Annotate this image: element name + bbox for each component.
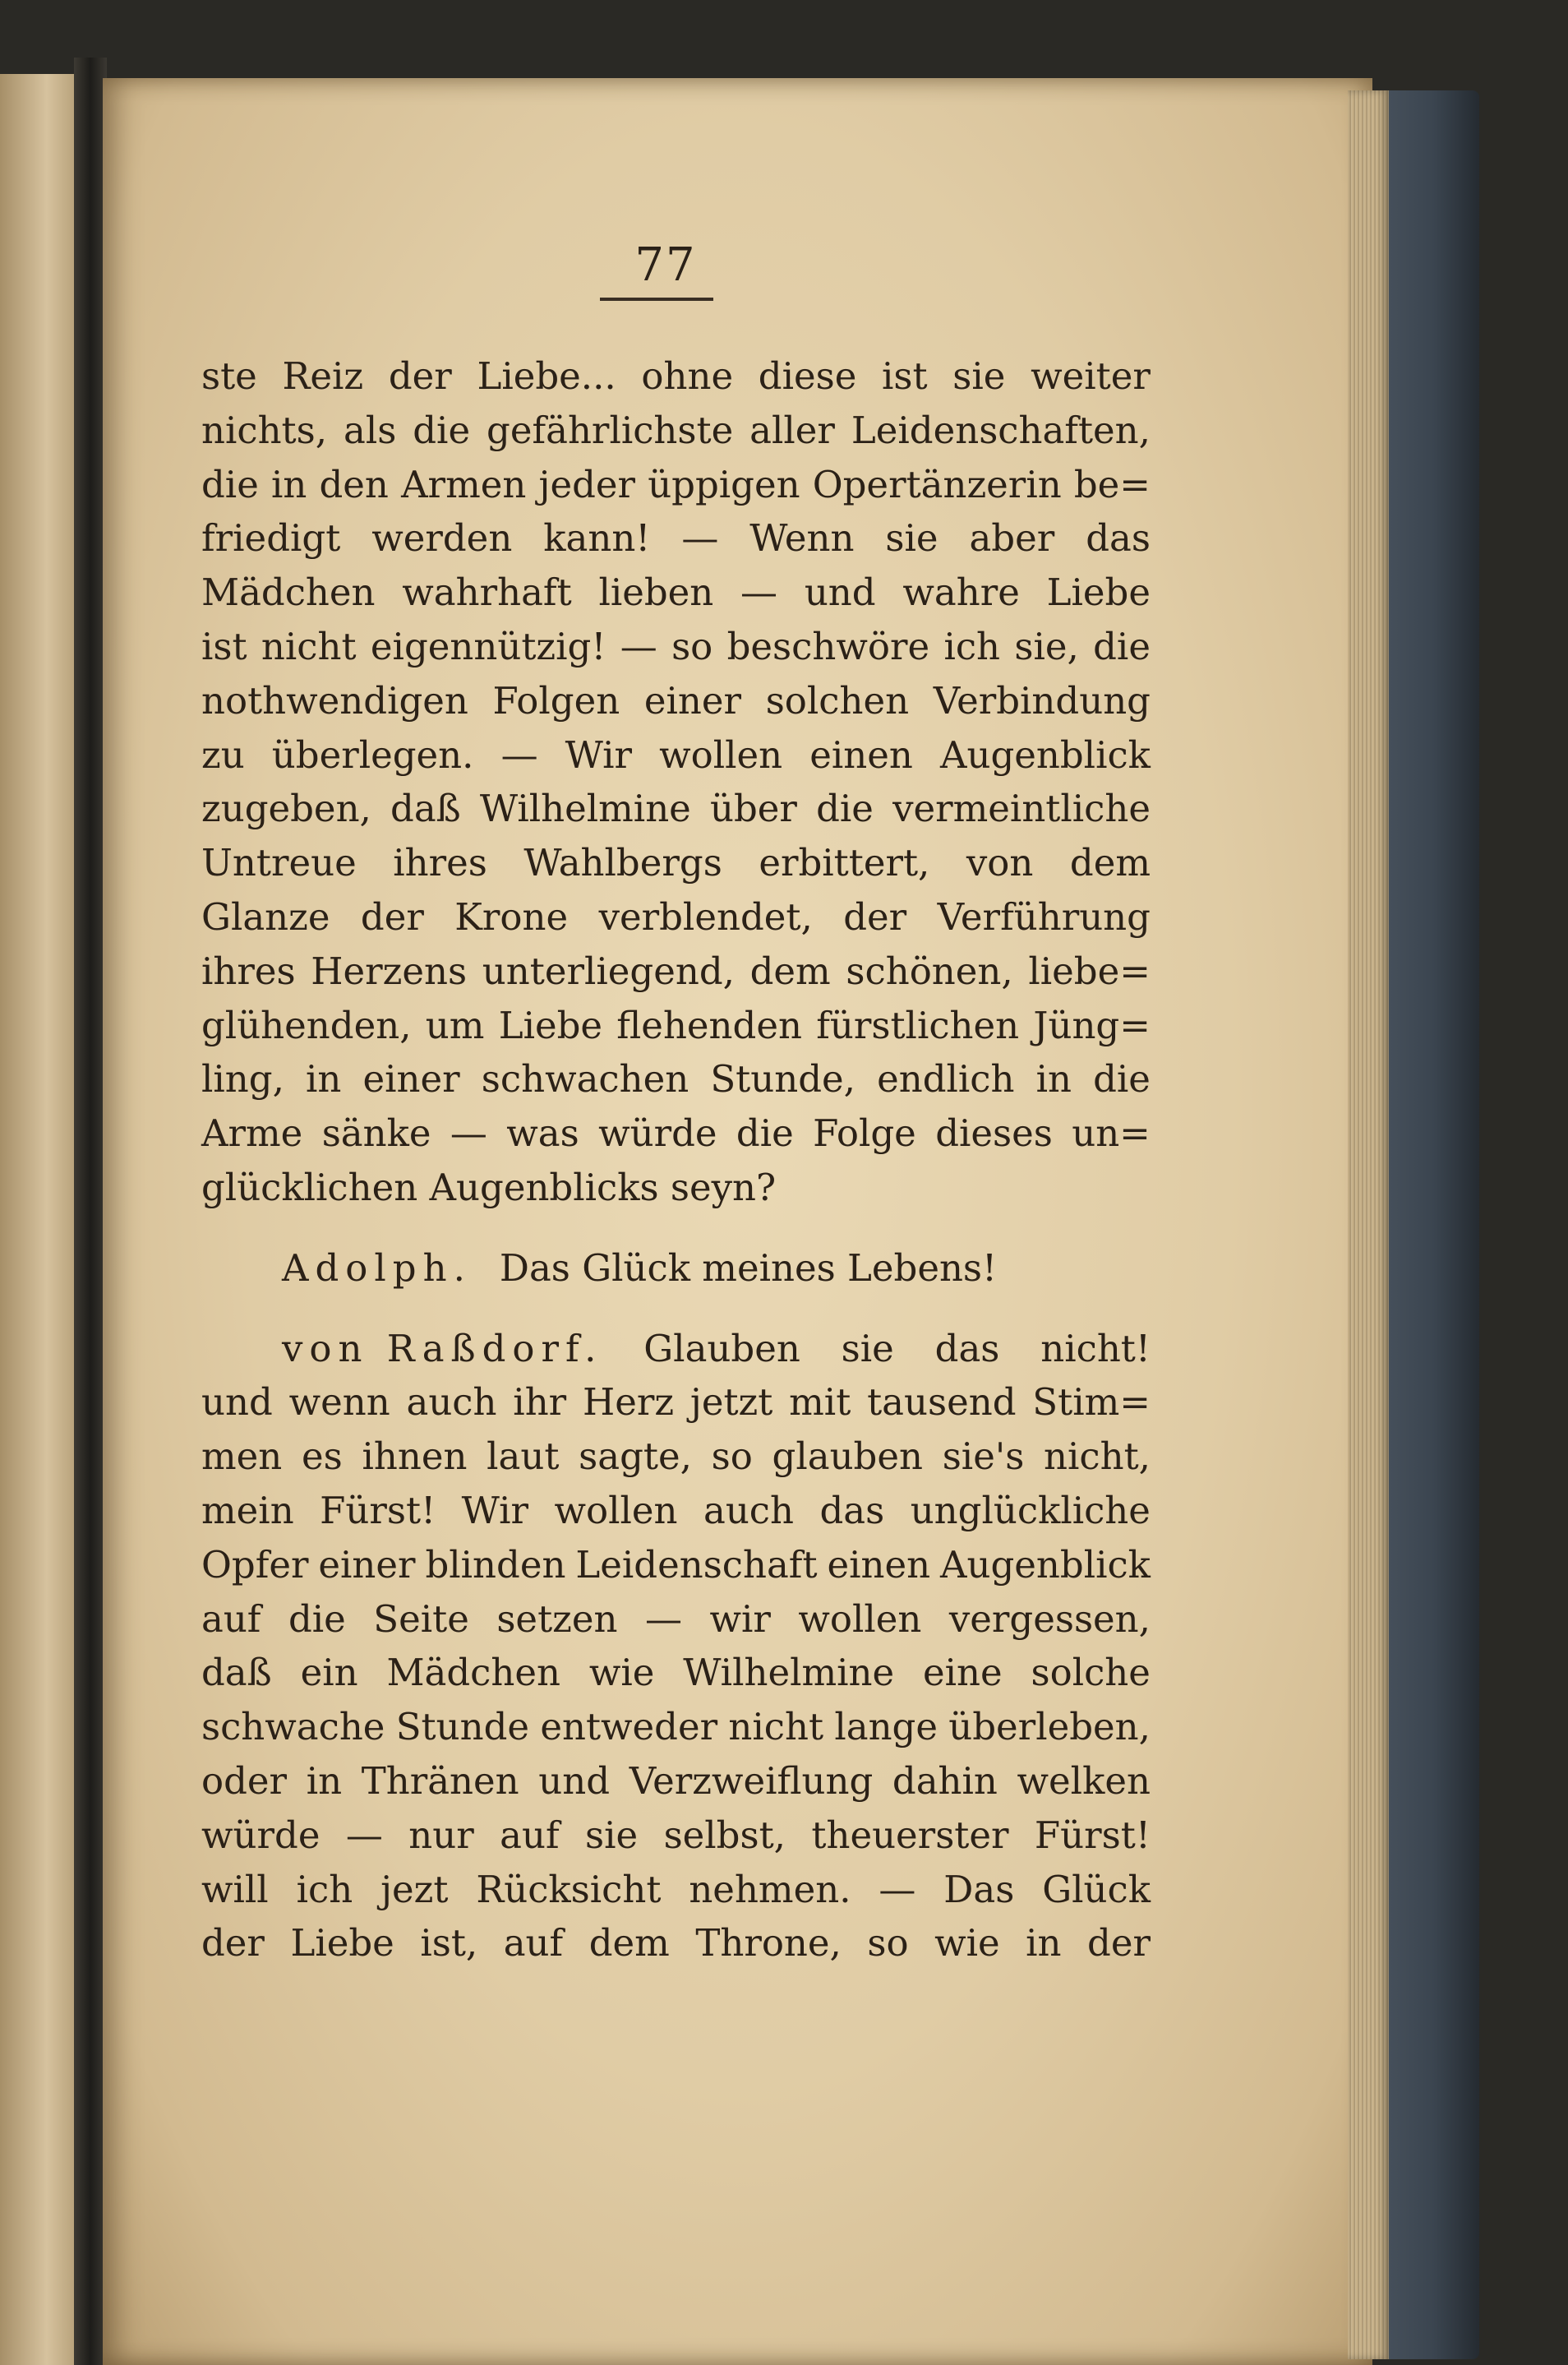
word: der [388, 354, 452, 398]
word: ste [201, 354, 257, 398]
word: wollen [659, 732, 783, 777]
word: jeder [538, 462, 636, 506]
text-line [201, 1592, 1151, 1647]
word: auf [503, 1921, 564, 1965]
word: daß [201, 1651, 272, 1695]
word: einer [362, 1057, 460, 1102]
word: endlich [877, 1057, 1015, 1102]
word: vergessen, [948, 1596, 1151, 1641]
word: werden [371, 516, 513, 561]
word: Stunde, [710, 1057, 855, 1102]
word: Liebe [1046, 570, 1151, 615]
word: nicht [261, 624, 357, 668]
word: jetzt [689, 1380, 773, 1425]
word: so [867, 1921, 909, 1965]
word: wir [709, 1596, 771, 1641]
word: üppigen [648, 462, 800, 506]
word: eigennützig! [370, 624, 606, 668]
word: Liebe [290, 1921, 394, 1965]
word: auf [201, 1596, 261, 1641]
word: Augenblick [939, 1542, 1151, 1587]
text-line [201, 566, 1151, 620]
page-number: 77 [634, 238, 697, 292]
text-line [201, 349, 1151, 404]
word: so [671, 624, 713, 668]
word: Armen [401, 462, 527, 506]
word: Krone [454, 894, 569, 939]
word: einer [318, 1542, 416, 1587]
word: Herz [582, 1380, 675, 1425]
word: und [538, 1758, 611, 1803]
speaker-name: Adolph. [282, 1245, 472, 1290]
word: kann! [543, 516, 651, 561]
word: nicht [728, 1705, 824, 1749]
word: sänke [321, 1111, 431, 1156]
word: dem [588, 1921, 670, 1965]
word: ein [300, 1651, 358, 1695]
word: Mädchen [386, 1651, 560, 1695]
word: so [711, 1434, 753, 1479]
text-line [201, 1646, 1151, 1700]
word: ist [882, 354, 928, 398]
text-line [201, 1808, 1151, 1863]
word: lieben [598, 570, 714, 615]
word: unterliegend, [482, 949, 735, 993]
word: von [966, 841, 1034, 885]
word: wahre [902, 570, 1020, 615]
word: überlegen. [271, 732, 474, 777]
word: vermeintliche [892, 787, 1151, 831]
word: dem [1069, 841, 1151, 885]
word: die [816, 787, 874, 831]
word: Mädchen [201, 570, 376, 615]
text-line [201, 1106, 1151, 1161]
word: selbst, [663, 1813, 786, 1857]
word: oder [201, 1758, 288, 1803]
word: — [644, 1596, 682, 1641]
word: der [1087, 1921, 1151, 1965]
word: Liebe... [477, 354, 616, 398]
text-line [201, 458, 1151, 512]
word: — [345, 1813, 383, 1857]
word: jezt [380, 1867, 449, 1911]
word: einen [827, 1542, 931, 1587]
text-line [201, 890, 1151, 945]
text-line [201, 999, 1151, 1053]
word: das [934, 1326, 1000, 1370]
book-gutter [74, 58, 107, 2365]
word: men [201, 1434, 283, 1479]
word: ihres [393, 841, 487, 885]
word: Verführung [937, 894, 1151, 939]
word: liebe= [1028, 949, 1151, 993]
word: sagte, [579, 1434, 692, 1479]
word: Folgen [492, 678, 620, 723]
word: Reiz [282, 354, 364, 398]
word: Verbindung [933, 678, 1151, 723]
word: Wenn [749, 516, 855, 561]
word: ich [943, 624, 1001, 668]
word: — [620, 624, 657, 668]
word: Arme [201, 1111, 303, 1156]
word: auch [703, 1488, 794, 1532]
text-line [201, 836, 1151, 890]
word: und [804, 570, 876, 615]
word: daß [390, 787, 461, 831]
word: es [302, 1434, 343, 1479]
word: Stim= [1032, 1380, 1151, 1425]
word: Fürst! [1034, 1813, 1151, 1857]
spacer [201, 1296, 1151, 1322]
text-line [201, 1700, 1151, 1754]
word: diese [758, 354, 857, 398]
word: blinden [425, 1542, 566, 1587]
word: nichts, [201, 408, 328, 452]
word: entweder [540, 1705, 718, 1749]
speech-rassdorf [201, 1375, 1151, 1970]
word: Jüng= [1033, 1003, 1151, 1047]
paragraph-1 [201, 349, 1151, 1161]
text-line [201, 945, 1151, 999]
word: wie [588, 1651, 655, 1695]
text-line [201, 1484, 1151, 1538]
word: Wilhelmine [683, 1651, 895, 1695]
word: ohne [641, 354, 734, 398]
word: wenn [288, 1380, 390, 1425]
word: Opfer [201, 1542, 309, 1587]
word: ling, [201, 1057, 284, 1102]
word: wahrhaft [402, 570, 572, 615]
word: mein [201, 1488, 294, 1532]
word: Verzweiflung [629, 1758, 874, 1803]
word: einen [809, 732, 913, 777]
word: erbittert, [759, 841, 930, 885]
word: was [506, 1111, 579, 1156]
text-line [201, 404, 1151, 458]
word: überleben, [948, 1705, 1151, 1749]
word: Wir [461, 1488, 529, 1532]
word: ihr [513, 1380, 567, 1425]
word: welken [1017, 1758, 1151, 1803]
word: sie, [1014, 624, 1079, 668]
word: ist, [420, 1921, 478, 1965]
word: dieses [935, 1111, 1053, 1156]
word: solchen [765, 678, 910, 723]
word: würde [201, 1813, 321, 1857]
word: Glauben [643, 1326, 800, 1370]
word: Stunde [395, 1705, 530, 1749]
left-page-edge [0, 74, 78, 2365]
text-line [201, 1754, 1151, 1808]
word: Throne, [695, 1921, 842, 1965]
spacer [201, 1215, 1151, 1241]
word: die [288, 1596, 346, 1641]
word: aber [969, 516, 1055, 561]
word: schönen, [846, 949, 1013, 993]
word: solche [1031, 1651, 1151, 1695]
word: glühenden, [201, 1003, 412, 1047]
word: in [1035, 1057, 1072, 1102]
word: schwachen [481, 1057, 689, 1102]
word: tausend [867, 1380, 1017, 1425]
page-number-rule [600, 298, 713, 301]
word: würde [598, 1111, 717, 1156]
word: — [450, 1111, 487, 1156]
word: fürstlichen [816, 1003, 1020, 1047]
text-line [201, 674, 1151, 728]
word: wollen [554, 1488, 678, 1532]
word: die [1093, 1057, 1151, 1102]
word: schwache [201, 1705, 385, 1749]
word: Wilhelmine [479, 787, 691, 831]
word: in [1026, 1921, 1062, 1965]
word: in [270, 462, 307, 506]
word: beschwöre [726, 624, 930, 668]
word: um [425, 1003, 485, 1047]
word: — [879, 1867, 916, 1911]
speaker-name: von Raßdorf. [282, 1326, 603, 1370]
word: ihnen [362, 1434, 468, 1479]
word: Seite [373, 1596, 469, 1641]
word: sie [841, 1326, 894, 1370]
text-line [201, 1538, 1151, 1592]
page-stack-edges [1348, 90, 1389, 2359]
speech-adolph [201, 1241, 1151, 1296]
word: die [736, 1111, 794, 1156]
word: der [843, 894, 907, 939]
word: Leidenschaften, [851, 408, 1151, 452]
word: theuerster [811, 1813, 1009, 1857]
word: ist [201, 624, 247, 668]
word: ihres [201, 949, 296, 993]
word: auch [406, 1380, 497, 1425]
word: zugeben, [201, 787, 371, 831]
text-line [201, 1430, 1151, 1484]
word: Untreue [201, 841, 357, 885]
word: Liebe [498, 1003, 603, 1047]
word: sie [885, 516, 938, 561]
word: — [681, 516, 719, 561]
word: als [343, 408, 397, 452]
word: laut [487, 1434, 560, 1479]
word: der [201, 1921, 265, 1965]
word: dahin [892, 1758, 998, 1803]
text-line [201, 1916, 1151, 1970]
word: Augenblick [939, 732, 1151, 777]
word: sie's [942, 1434, 1025, 1479]
word: mit [789, 1380, 851, 1425]
word: das [819, 1488, 885, 1532]
word: wie [934, 1921, 1000, 1965]
word: aller [749, 408, 835, 452]
text-line [201, 511, 1151, 566]
word: über [709, 787, 797, 831]
text-line [201, 782, 1151, 836]
word: glauben [772, 1434, 923, 1479]
word: in [306, 1057, 342, 1102]
text-line [201, 1375, 1151, 1430]
text-line [201, 1052, 1151, 1106]
paragraph-1-last-line [201, 1161, 1151, 1215]
word: Wahlbergs [523, 841, 722, 885]
word: Leidenschaft [575, 1542, 818, 1587]
word: sie [952, 354, 1006, 398]
word: eine [923, 1651, 1003, 1695]
word: — [500, 732, 538, 777]
word: Folge [813, 1111, 916, 1156]
word: Das [943, 1867, 1015, 1911]
word: zu [201, 732, 245, 777]
word: den [319, 462, 389, 506]
word: auf [500, 1813, 560, 1857]
text-line: glücklichen Augenblicks seyn? [201, 1165, 777, 1209]
word: friedigt [201, 516, 341, 561]
word: will [201, 1867, 269, 1911]
word: sie [585, 1813, 639, 1857]
word: flehenden [616, 1003, 802, 1047]
word: nothwendigen [201, 678, 468, 723]
word: wollen [798, 1596, 922, 1641]
word: das [1086, 516, 1151, 561]
word: die [413, 408, 471, 452]
word: Thränen [361, 1758, 519, 1803]
speech-rassdorf-first-line [201, 1322, 1151, 1376]
word: un= [1072, 1111, 1151, 1156]
word: Glanze [201, 894, 330, 939]
word: verblendet, [598, 894, 813, 939]
word: ich [296, 1867, 353, 1911]
body-text [201, 349, 1151, 1970]
speech-text: Das Glück meines Lebens! [499, 1245, 998, 1290]
word: nicht, [1044, 1434, 1151, 1479]
word: lange [834, 1705, 938, 1749]
word: und [201, 1380, 273, 1425]
word: nicht! [1040, 1326, 1151, 1370]
word: Glück [1042, 1867, 1151, 1911]
text-line [201, 620, 1151, 674]
word: einer [643, 678, 742, 723]
word: die [1093, 624, 1151, 668]
word: weiter [1031, 354, 1151, 398]
word: die [201, 462, 259, 506]
word: Rücksicht [476, 1867, 662, 1911]
word: nur [408, 1813, 474, 1857]
word: gefährlichste [487, 408, 734, 452]
word: Herzens [311, 949, 468, 993]
word: dem [749, 949, 831, 993]
word: be= [1073, 462, 1151, 506]
word: Opertänzerin [812, 462, 1062, 506]
word: in [306, 1758, 343, 1803]
word: Fürst! [320, 1488, 436, 1532]
text-line [201, 1863, 1151, 1917]
text-line [201, 728, 1151, 783]
word: nehmen. [689, 1867, 851, 1911]
word: unglückliche [910, 1488, 1151, 1532]
word: der [360, 894, 424, 939]
word: — [740, 570, 778, 615]
word: Wir [565, 732, 633, 777]
word: setzen [496, 1596, 618, 1641]
